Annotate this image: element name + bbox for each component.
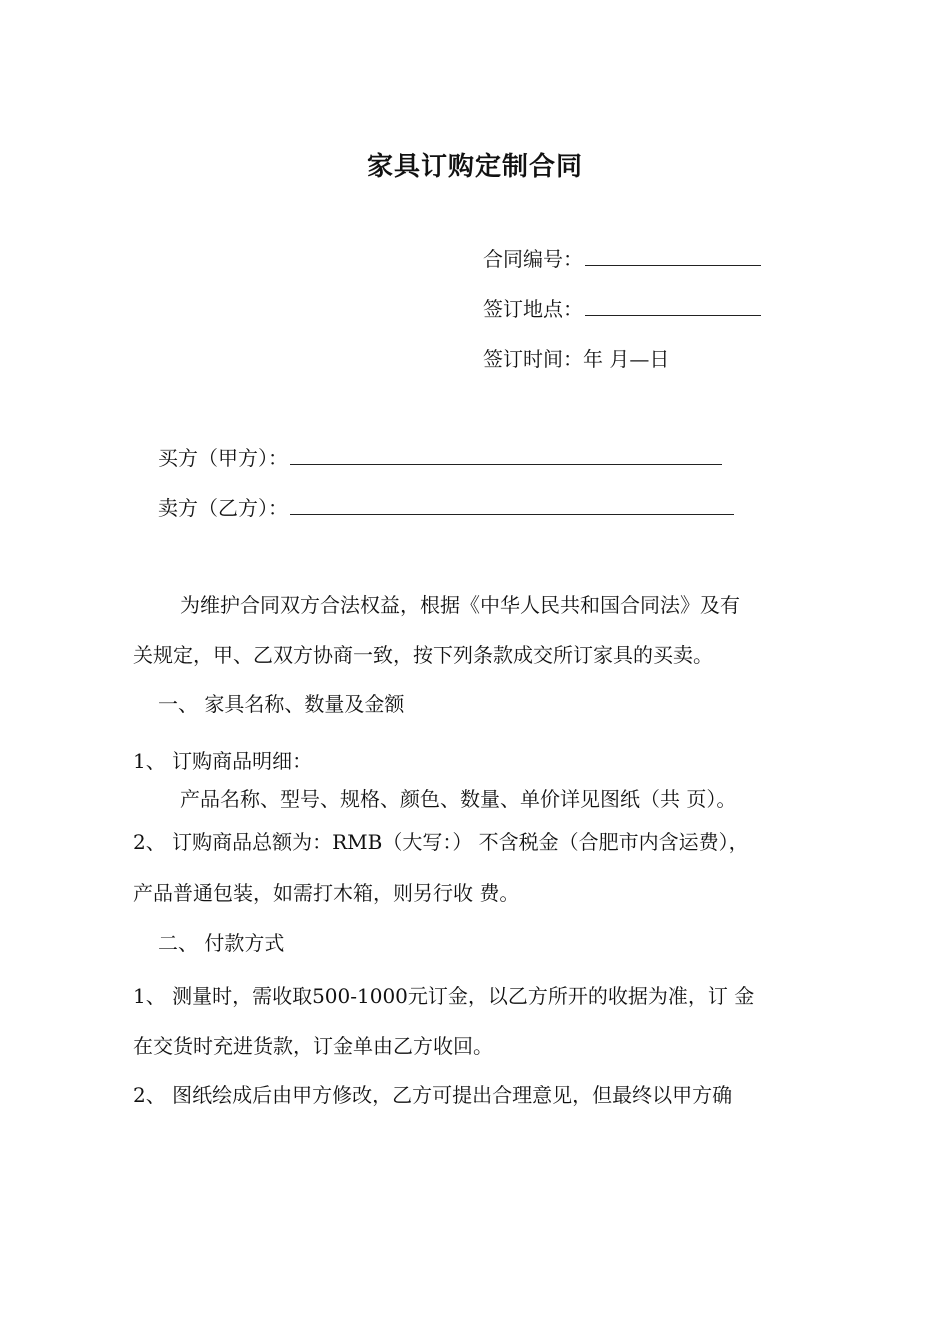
sign-time-label: 签订时间： xyxy=(483,347,583,371)
contract-number-row xyxy=(483,245,761,273)
contract-number-blank xyxy=(585,245,761,266)
section2-item2-line1: 2、 图纸绘成后由甲方修改，乙方可提出合理意见，但最终以甲方确 xyxy=(133,1083,733,1107)
section1-item2-line2: 产品普通包装，如需打木箱，则另行收 费。 xyxy=(133,881,520,905)
section2-item1-line1: 1、 测量时，需收取500-1000元订金，以乙方所开的收据为准，订 金 xyxy=(133,984,755,1008)
sign-place-blank xyxy=(585,295,761,316)
intro-paragraph-line1: 为维护合同双方合法权益，根据《中华人民共和国合同法》及有 xyxy=(180,593,740,617)
sign-time-row xyxy=(483,345,669,373)
intro-paragraph-line2: 关规定，甲、乙双方协商一致，按下列条款成交所订家具的买卖。 xyxy=(133,643,713,667)
section1-heading: 一、 家具名称、数量及金额 xyxy=(158,692,405,716)
seller-row xyxy=(158,494,734,522)
sign-place-label: 签订地点： xyxy=(483,297,583,321)
buyer-row xyxy=(158,444,722,472)
document-title: 家具订购定制合同 xyxy=(366,152,583,182)
seller-blank xyxy=(290,494,734,515)
seller-label: 卖方（乙方）： xyxy=(158,496,288,520)
buyer-label: 买方（甲方）： xyxy=(158,446,288,470)
sign-place-row xyxy=(483,295,761,323)
buyer-blank xyxy=(290,444,722,465)
section1-item1-label: 1、 订购商品明细： xyxy=(133,749,313,773)
section2-heading: 二、 付款方式 xyxy=(158,931,285,955)
section1-item2-line1: 2、 订购商品总额为：RMB（大写：） 不含税金（合肥市内含运费）， xyxy=(133,830,749,854)
section2-item1-line2: 在交货时充进货款，订金单由乙方收回。 xyxy=(133,1034,493,1058)
sign-time-value: 年 月—日 xyxy=(583,347,670,371)
section1-item1-detail: 产品名称、型号、规格、颜色、数量、单价详见图纸（共 页）。 xyxy=(180,787,737,811)
contract-number-label: 合同编号： xyxy=(483,247,583,271)
